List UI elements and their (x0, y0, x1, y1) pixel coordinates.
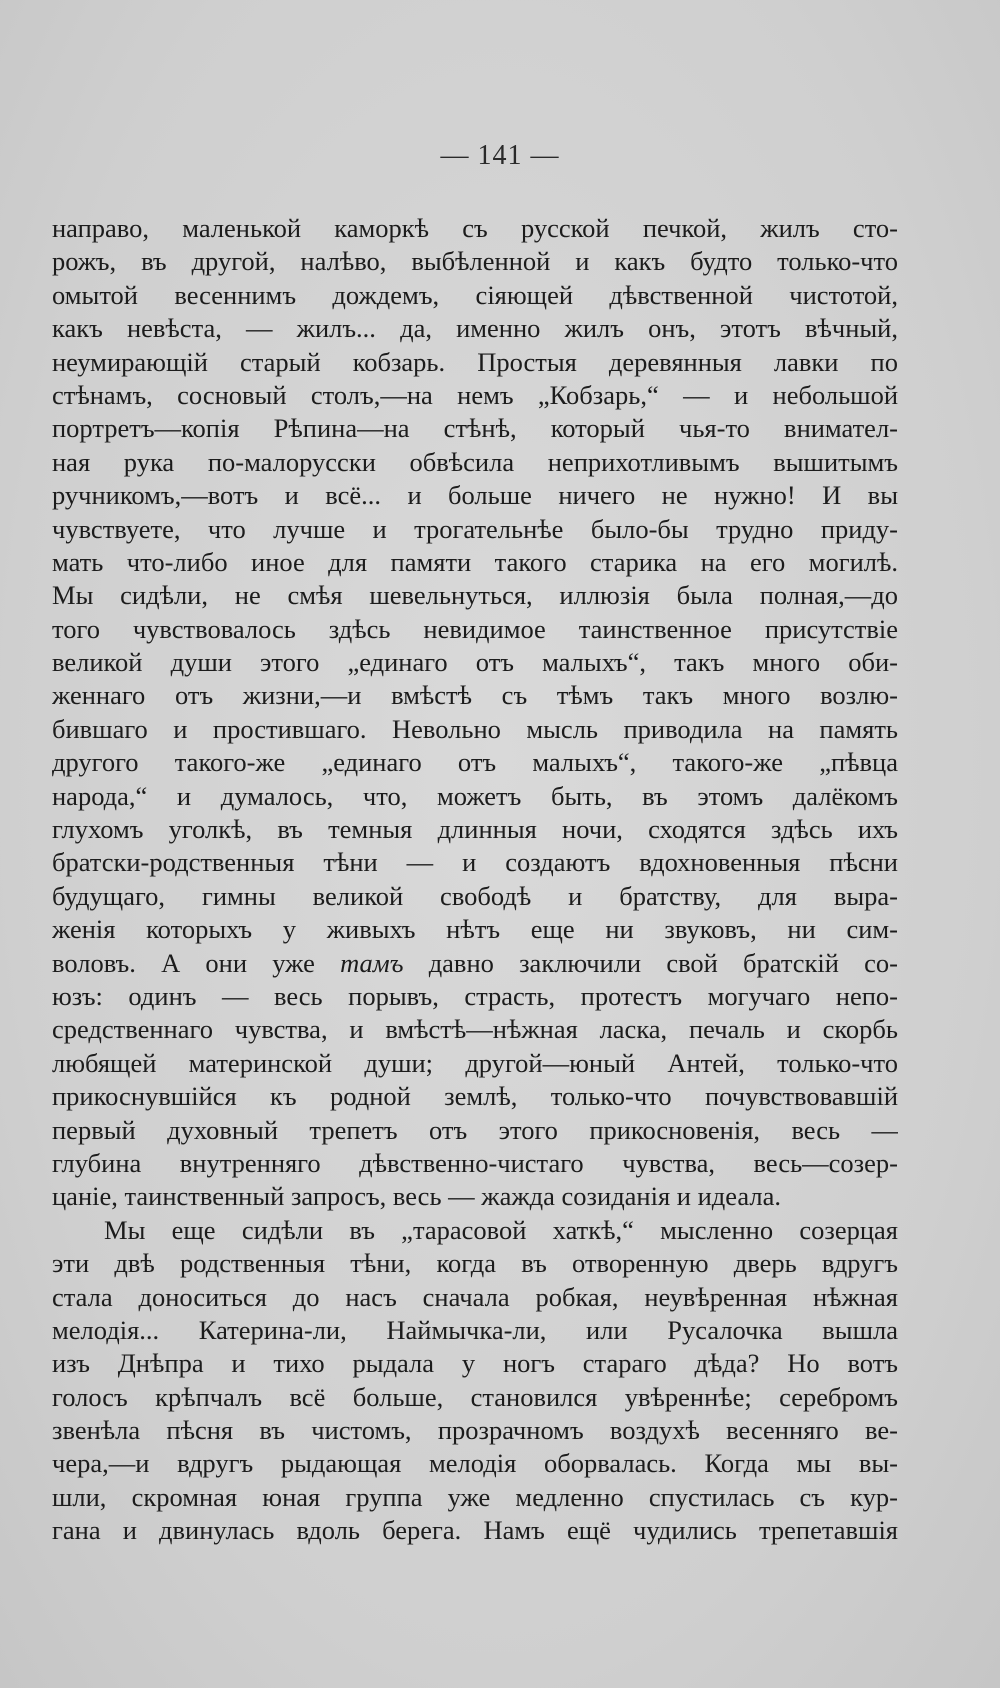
text-line: народа,“ и думалось, что, можетъ быть, въ этомъ далёкомъ (52, 780, 898, 811)
text-line: того чувствовалось здѣсь невидимое таинственное присутствіе (52, 613, 898, 644)
text-line: ручникомъ,—вотъ и всё... и больше ничего не нужно! И вы (52, 480, 898, 511)
text-line: воловъ. А они уже тамъ давно заключили свой братскій со- (52, 947, 898, 978)
text-line: глухомъ уголкѣ, въ темныя длинныя ночи, сходятся здѣсь ихъ (52, 814, 898, 845)
text-line: эти двѣ родственныя тѣни, когда въ отворенную дверь вдругъ (52, 1248, 898, 1279)
text-line: мелодія... Катерина-ли, Наймычка-ли, или Русалочка вышла (52, 1314, 898, 1345)
text-line: первый духовный трепетъ отъ этого прикосновенія, весь — (52, 1114, 898, 1145)
text-line: будущаго, гимны великой свободѣ и братству, для выра- (52, 880, 898, 911)
text-line: изъ Днѣпра и тихо рыдала у ногъ стараго дѣда? Но вотъ (52, 1348, 898, 1379)
page-number: — 141 — (440, 140, 560, 171)
body-text (52, 212, 898, 1548)
text-line: братски-родственныя тѣни — и создаютъ вдохновенныя пѣсни (52, 847, 898, 878)
italic-word: тамъ (340, 947, 404, 978)
paragraph-start-line: Мы еще сидѣли въ „тарасовой хаткѣ,“ мысленно созерцая (104, 1214, 898, 1245)
text-line: стала доноситься до насъ сначала робкая, неувѣренная нѣжная (52, 1281, 898, 1312)
text-line: средственнаго чувства, и вмѣстѣ—нѣжная ласка, печаль и скорбь (52, 1014, 898, 1045)
text-line: омытой весеннимъ дождемъ, сіяющей дѣвственной чистотой, (52, 279, 898, 310)
paragraph-end-line: цаніе, таинственный запросъ, весь — жажда созиданія и идеала. (52, 1181, 781, 1212)
text-line: портретъ—копія Рѣпина—на стѣнѣ, который чья-то внимател- (52, 413, 898, 444)
text-line: великой души этого „единаго отъ малыхъ“, такъ много оби- (52, 647, 898, 678)
text-line: звенѣла пѣсня въ чистомъ, прозрачномъ воздухѣ весенняго ве- (52, 1415, 898, 1446)
text-line: чувствуете, что лучше и трогательнѣе было-бы трудно приду- (52, 513, 898, 544)
text-line: прикоснувшійся къ родной землѣ, только-что почувствовавшій (52, 1081, 898, 1112)
text-line: глубина внутренняго дѣвственно-чистаго чувства, весь—созер- (52, 1147, 898, 1178)
text-line: любящей материнской души; другой—юный Антей, только-что (52, 1047, 898, 1078)
text-line: голосъ крѣпчалъ всё больше, становился увѣреннѣе; серебромъ (52, 1381, 898, 1412)
text-line: мать что-либо иное для памяти такого старика на его могилѣ. (52, 546, 898, 577)
text-line: Мы сидѣли, не смѣя шевельнуться, иллюзія была полная,—до (52, 580, 898, 611)
text-line: рожъ, въ другой, налѣво, выбѣленной и какъ будто только-что (52, 246, 898, 277)
text-line: чера,—и вдругъ рыдающая мелодія оборвалась. Когда мы вы- (52, 1448, 898, 1479)
text-line: направо, маленькой каморкѣ съ русской печкой, жилъ сто- (52, 213, 898, 243)
text-line: ная рука по-малорусски обвѣсила неприхотливымъ вышитымъ (52, 446, 898, 477)
text-line: неумирающій старый кобзарь. Простыя деревянныя лавки по (52, 346, 898, 377)
text-line: какъ невѣста, — жилъ... да, именно жилъ онъ, этотъ вѣчный, (52, 313, 898, 344)
text-line: другого такого-же „единаго отъ малыхъ“, такого-же „пѣвца (52, 747, 898, 778)
text-line: женнаго отъ жизни,—и вмѣстѣ съ тѣмъ такъ много возлю- (52, 680, 898, 711)
text-line: юзъ: одинъ — весь порывъ, страсть, протестъ могучаго непо- (52, 980, 898, 1011)
text-line: бившаго и простившаго. Невольно мысль приводила на память (52, 713, 898, 744)
text-line: женія которыхъ у живыхъ нѣтъ еще ни звуковъ, ни сим- (52, 914, 898, 945)
text-line: гана и двинулась вдоль берега. Намъ ещё чудились трепетавшія (52, 1515, 898, 1546)
text-line: стѣнамъ, сосновый столъ,—на немъ „Кобзарь,“ — и небольшой (52, 379, 898, 410)
text-line: шли, скромная юная группа уже медленно спустилась съ кур- (52, 1481, 898, 1512)
